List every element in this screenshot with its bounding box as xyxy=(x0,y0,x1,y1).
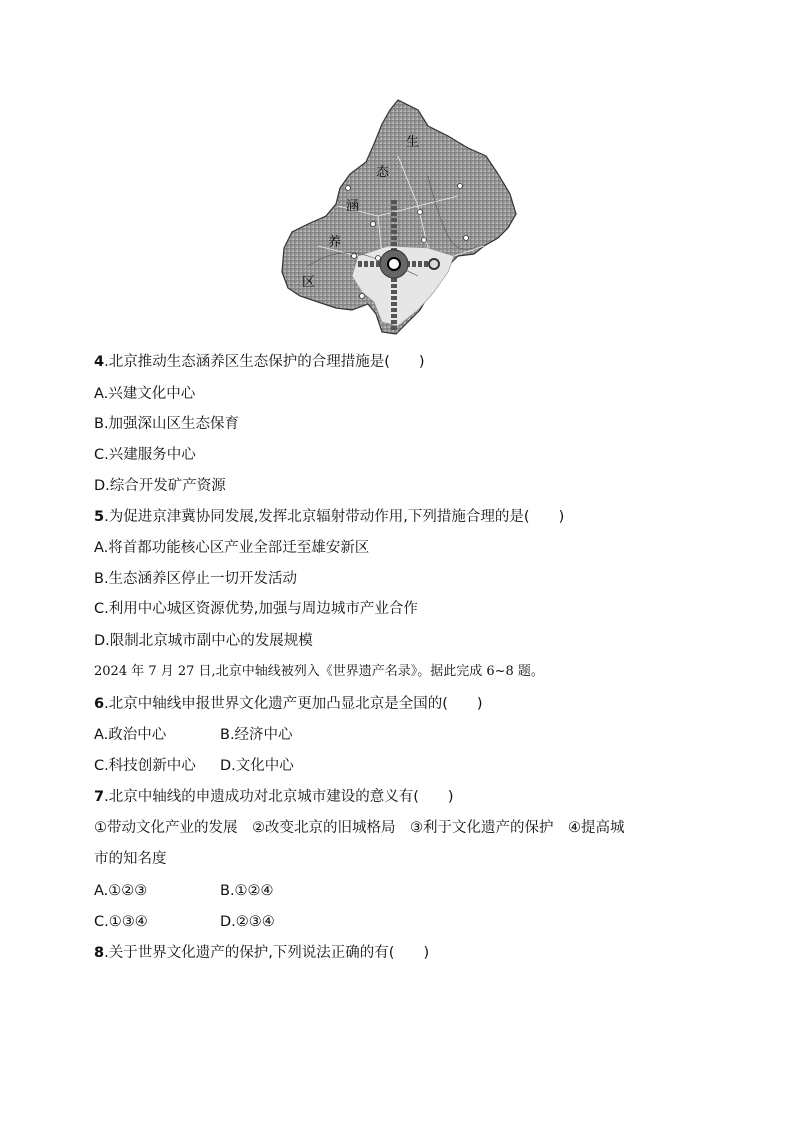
question-text: .关于世界文化遗产的保护,下列说法正确的有( ) xyxy=(104,945,430,961)
question-number: 5 xyxy=(94,509,105,525)
question-7-option-d: D.②③④ xyxy=(220,914,275,930)
question-6-stem xyxy=(94,694,483,714)
question-5-option-c: C.利用中心城区资源优势,加强与周边城市产业合作 xyxy=(94,601,418,617)
question-text: .北京推动生态涵养区生态保护的合理措施是( ) xyxy=(104,354,425,370)
question-5-stem xyxy=(94,507,564,527)
question-text: .北京中轴线的申遗成功对北京城市建设的意义有( ) xyxy=(104,789,454,805)
question-7-option-c: C.①③④ xyxy=(94,914,148,930)
question-5-option-a: A.将首都功能核心区产业全部迁至雄安新区 xyxy=(94,540,370,556)
question-5-option-d: D.限制北京城市副中心的发展规模 xyxy=(94,633,313,649)
passage-intro: 2024 年 7 月 27 日,北京中轴线被列入《世界遗产名录》。据此完成 6~8 题。 xyxy=(94,664,544,679)
sub-center-icon xyxy=(429,259,439,269)
question-4-stem xyxy=(94,352,425,372)
question-number: 6 xyxy=(94,696,105,712)
question-7-option-b: B.①②④ xyxy=(220,883,274,899)
map-label-5: 区 xyxy=(302,275,316,290)
question-number: 8 xyxy=(94,945,105,961)
question-4-option-d: D.综合开发矿产资源 xyxy=(94,478,226,494)
question-7-items-line-2: 市的知名度 xyxy=(94,851,167,867)
map-label-2: 态 xyxy=(376,165,390,180)
question-4-option-a: A.兴建文化中心 xyxy=(94,386,196,402)
question-6-option-d: D.文化中心 xyxy=(220,758,294,774)
question-8-stem xyxy=(94,943,429,963)
question-text: .为促进京津冀协同发展,发挥北京辐射带动作用,下列措施合理的是( ) xyxy=(104,509,565,525)
question-7-options-row-1 xyxy=(94,881,274,901)
question-6-options-row-1 xyxy=(94,725,293,745)
beijing-ecological-zone-map xyxy=(278,96,522,340)
question-number: 7 xyxy=(94,789,105,805)
question-7-items-line-1: ①带动文化产业的发展 ②改变北京的旧城格局 ③利于文化遗产的保护 ④提高城 xyxy=(94,820,625,836)
question-7-option-a: A.①②③ xyxy=(94,883,148,899)
capital-symbol-icon xyxy=(388,258,400,270)
question-number: 4 xyxy=(94,354,105,370)
question-5-option-b: B.生态涵养区停止一切开发活动 xyxy=(94,571,298,587)
question-text: .北京中轴线申报世界文化遗产更加凸显北京是全国的( ) xyxy=(104,696,483,712)
map-label-4: 养 xyxy=(328,235,342,250)
question-4-option-c: C.兴建服务中心 xyxy=(94,447,196,463)
map-label-3: 涵 xyxy=(346,199,360,214)
question-6-option-c: C.科技创新中心 xyxy=(94,758,196,774)
question-7-stem xyxy=(94,787,454,807)
question-6-option-b: B.经济中心 xyxy=(220,727,293,743)
question-7-options-row-2 xyxy=(94,912,275,932)
question-4-option-b: B.加强深山区生态保育 xyxy=(94,416,240,432)
question-6-options-row-2 xyxy=(94,756,294,776)
map-label-1: 生 xyxy=(406,135,420,150)
question-6-option-a: A.政治中心 xyxy=(94,727,167,743)
